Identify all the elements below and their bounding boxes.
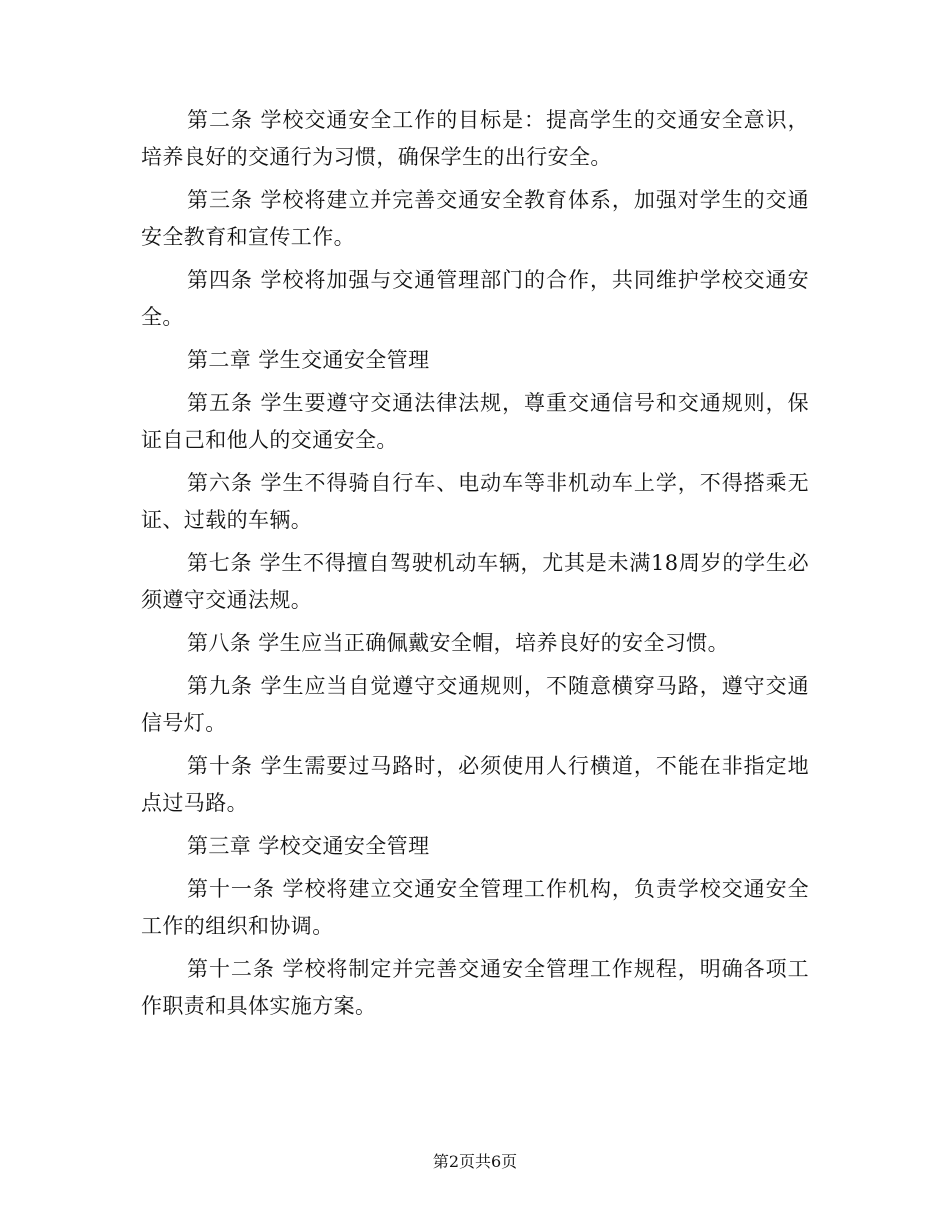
article-6: 第六条 学生不得骑自行车、电动车等非机动车上学，不得搭乘无证、过载的车辆。 bbox=[141, 471, 809, 532]
article-10: 第十条 学生需要过马路时，必须使用人行横道，不能在非指定地点过马路。 bbox=[141, 754, 809, 815]
article-3: 第三条 学校将建立并完善交通安全教育体系，加强对学生的交通安全教育和宣传工作。 bbox=[141, 188, 809, 249]
article-2: 第二条 学校交通安全工作的目标是：提高学生的交通安全意识，培养良好的交通行为习惯，确保学生的出行安全。 bbox=[141, 108, 809, 169]
article-12: 第十二条 学校将制定并完善交通安全管理工作规程，明确各项工作职责和具体实施方案。 bbox=[141, 957, 809, 1018]
article-8: 第八条 学生应当正确佩戴安全帽，培养良好的安全习惯。 bbox=[187, 631, 730, 655]
document-body bbox=[141, 102, 809, 1031]
chapter-3-heading: 第三章 学校交通安全管理 bbox=[187, 834, 430, 858]
article-7: 第七条 学生不得擅自驾驶机动车辆，尤其是未满18周岁的学生必须遵守交通法规。 bbox=[141, 551, 809, 612]
chapter-2-heading: 第二章 学生交通安全管理 bbox=[187, 348, 430, 372]
article-11: 第十一条 学校将建立交通安全管理工作机构，负责学校交通安全工作的组织和协调。 bbox=[141, 877, 809, 938]
page-number-footer: 第2页共6页 bbox=[432, 1152, 518, 1171]
article-9: 第九条 学生应当自觉遵守交通规则，不随意横穿马路，遵守交通信号灯。 bbox=[141, 674, 809, 735]
article-5: 第五条 学生要遵守交通法律法规，尊重交通信号和交通规则，保证自己和他人的交通安全。 bbox=[141, 391, 809, 452]
article-4: 第四条 学校将加强与交通管理部门的合作，共同维护学校交通安全。 bbox=[141, 268, 809, 329]
